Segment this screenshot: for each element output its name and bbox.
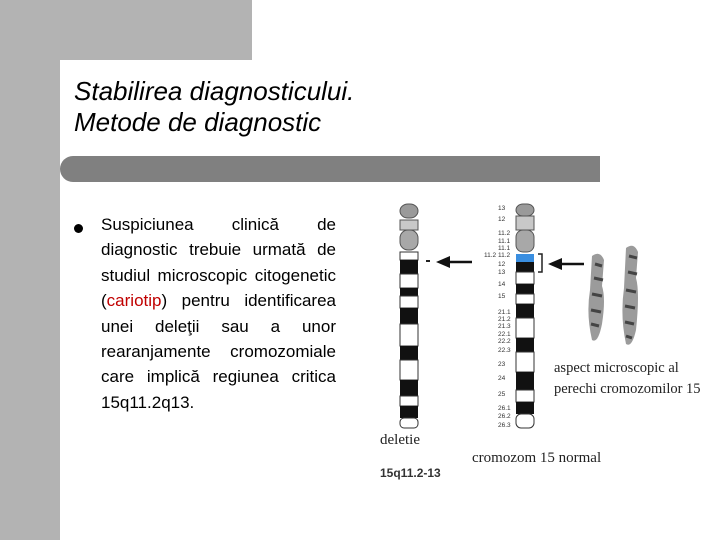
band-label: 22.1 [498, 331, 511, 338]
arrow-deletion-head [436, 256, 450, 268]
bullet-dot-icon [74, 224, 83, 233]
caption-aspect-line-1: aspect microscopic al [554, 360, 679, 376]
bullet-highlight-cariotip: cariotip [106, 291, 162, 311]
band-label: 12 [498, 261, 506, 268]
caption-aspect-line-2: perechi cromozomilor 15 [554, 381, 701, 397]
band-label: 13 [498, 205, 506, 212]
band-label: 15 [498, 293, 506, 300]
bullet-paragraph [101, 212, 336, 415]
side-band-label: 11.2 [484, 252, 497, 259]
slide-sidebar-decoration [0, 0, 60, 540]
caption-normal-chromosome: cromozom 15 normal [472, 450, 602, 466]
bullet-text-start: Suspiciunea clinică de diagnostic trebuie urmată de studiul microscopic citogenetic ( [101, 215, 336, 311]
band-label: 21.2 [498, 316, 511, 323]
bullet-text-end: ) pentru identificarea unei deleţii sau a unor rearanjamente cromozomiale care implică regiunea critica 15q11.2q13. [101, 291, 336, 412]
deleted-chromosome [400, 204, 430, 428]
band-label: 26.1 [498, 405, 511, 412]
band-label: 12 [498, 216, 506, 223]
caption-region: 15q11.2-13 [380, 466, 441, 480]
normal-chromosome [516, 204, 542, 428]
band-label: 21.3 [498, 323, 511, 330]
chromosome-figure [366, 194, 706, 494]
arrow-normal-head [548, 258, 562, 270]
slide-top-decoration [0, 0, 252, 60]
chromosome-figure-svg [366, 194, 706, 494]
band-label: 24 [498, 375, 506, 382]
title-line-2: Metode de diagnostic [74, 107, 322, 137]
title-divider-bar [60, 156, 600, 182]
band-label: 14 [498, 281, 506, 288]
title-line-1: Stabilirea diagnosticului. [74, 76, 355, 106]
band-labels [484, 205, 511, 429]
band-label: 11.2 [498, 252, 511, 259]
band-label: 22.2 [498, 338, 511, 345]
band-label: 11.1 [498, 238, 511, 245]
band-label: 23 [498, 361, 506, 368]
band-label: 22.3 [498, 347, 511, 354]
band-label: 26.2 [498, 413, 511, 420]
band-label: 26.3 [498, 422, 511, 429]
band-label: 11.1 [498, 245, 511, 252]
microscopic-chromosome-pair [588, 246, 638, 345]
band-label: 13 [498, 269, 506, 276]
band-label: 21.1 [498, 309, 511, 316]
caption-microscopic-aspect [554, 358, 701, 400]
band-label: 25 [498, 391, 506, 398]
caption-deletion: deletie [380, 432, 420, 448]
slide-title [74, 76, 594, 138]
band-label: 11.2 [498, 230, 511, 237]
